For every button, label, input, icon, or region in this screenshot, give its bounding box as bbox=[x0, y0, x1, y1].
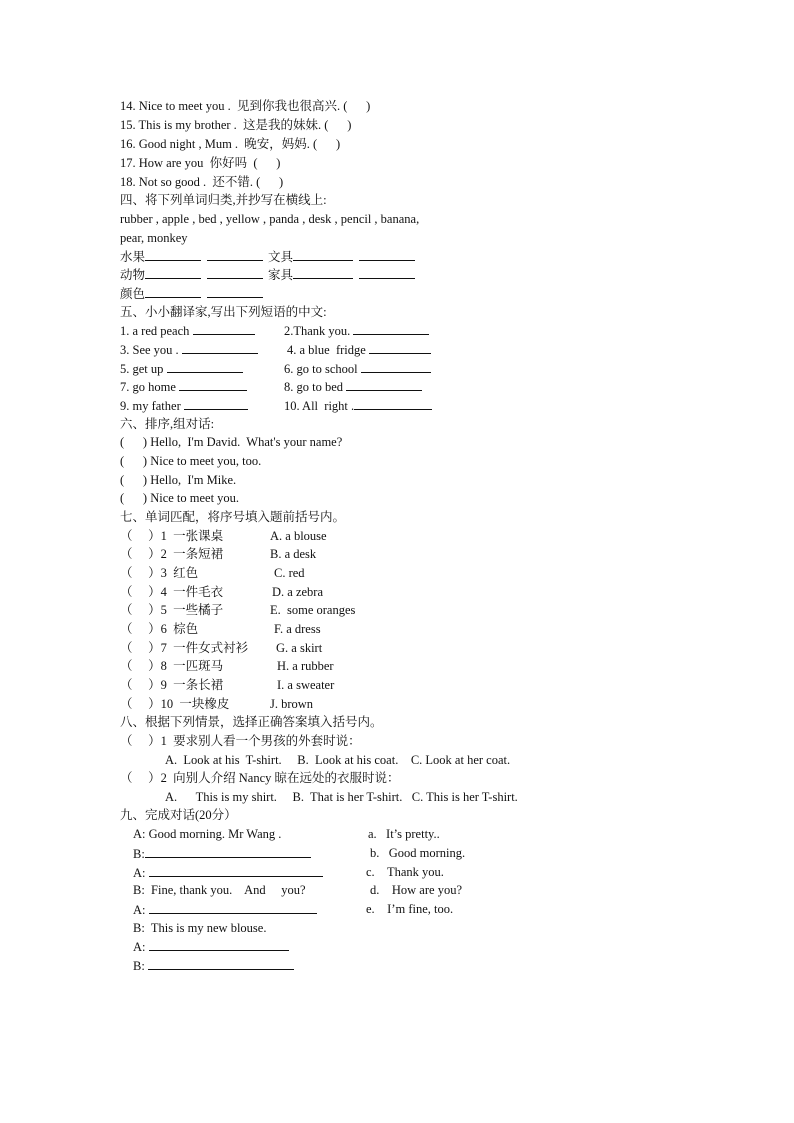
answer-blank[interactable] bbox=[145, 845, 311, 858]
q5-item bbox=[120, 397, 248, 414]
q4-row-fruit bbox=[120, 248, 263, 265]
q7-left: （ ）4 一件毛衣 bbox=[120, 585, 224, 599]
q4-row-animal bbox=[120, 266, 263, 283]
answer-blank[interactable] bbox=[148, 957, 294, 970]
answer-blank[interactable] bbox=[293, 248, 353, 261]
q9-option: c. Thank you. bbox=[366, 865, 444, 879]
q9-dialog-line bbox=[133, 845, 311, 862]
q7-left: （ ）6 棕色 bbox=[120, 622, 199, 636]
q7-right: J. brown bbox=[270, 697, 314, 711]
q7-right: D. a zebra bbox=[272, 585, 324, 599]
q5-item bbox=[120, 322, 255, 339]
q7-left: （ ）8 一匹斑马 bbox=[120, 659, 224, 673]
q9-speaker: A: bbox=[133, 940, 146, 954]
q9-title: 九、完成对话(20分） bbox=[120, 808, 237, 822]
q6-item: ( ) Hello, I'm David. What's your name? bbox=[120, 435, 343, 449]
q4-cat-fruit: 水果 bbox=[120, 250, 146, 264]
q5-phrase: 8. go to bed bbox=[284, 380, 344, 394]
q6-item: ( ) Nice to meet you. bbox=[120, 491, 240, 505]
answer-blank[interactable] bbox=[207, 285, 263, 298]
q4-words-line2: pear, monkey bbox=[120, 231, 188, 245]
q5-phrase: 3. See you . bbox=[120, 343, 179, 357]
answer-blank[interactable] bbox=[193, 322, 255, 335]
q5-item bbox=[120, 360, 243, 377]
q6-item: ( ) Nice to meet you, too. bbox=[120, 454, 262, 468]
q4-row-color bbox=[120, 285, 263, 302]
q9-dialog-line bbox=[133, 901, 317, 918]
q9-option: d. How are you? bbox=[370, 883, 462, 897]
answer-blank[interactable] bbox=[346, 378, 422, 391]
q5-item bbox=[287, 341, 431, 358]
q7-title: 七、单词匹配，将序号填入题前括号内。 bbox=[120, 510, 346, 524]
q3-item-18: 18. Not so good . 还不错. ( ) bbox=[120, 175, 284, 189]
answer-blank[interactable] bbox=[353, 322, 429, 335]
q5-item bbox=[120, 341, 258, 358]
q4-cat-color: 颜色 bbox=[120, 287, 146, 301]
q3-item-15: 15. This is my brother . 这是我的妹妹. ( ) bbox=[120, 118, 352, 132]
q4-cat-furniture: 家具 bbox=[268, 268, 294, 282]
answer-blank[interactable] bbox=[354, 397, 432, 410]
q9-option: e. I’m fine, too. bbox=[366, 902, 454, 916]
q4-row-stationery bbox=[268, 248, 415, 265]
q3-item-14: 14. Nice to meet you . 见到你我也很高兴. ( ) bbox=[120, 99, 371, 113]
q4-row-furniture bbox=[268, 266, 415, 283]
q9-option: a. It’s pretty.. bbox=[368, 827, 440, 841]
q7-left: （ ）2 一条短裙 bbox=[120, 547, 224, 561]
answer-blank[interactable] bbox=[149, 864, 323, 877]
answer-blank[interactable] bbox=[179, 378, 247, 391]
q4-cat-animal: 动物 bbox=[120, 268, 146, 282]
q5-item bbox=[284, 397, 432, 414]
answer-blank[interactable] bbox=[207, 248, 263, 261]
q4-cat-stationery: 文具 bbox=[268, 250, 294, 264]
q7-right: E. some oranges bbox=[270, 603, 356, 617]
q5-phrase: 9. my father bbox=[120, 399, 181, 413]
answer-blank[interactable] bbox=[359, 266, 415, 279]
q8-question-2: （ ）2 向别人介绍 Nancy 晾在远处的衣服时说： bbox=[120, 771, 400, 785]
q8-title: 八、根据下列情景，选择正确答案填入括号内。 bbox=[120, 715, 383, 729]
q5-item bbox=[284, 360, 431, 377]
q5-phrase: 2.Thank you. bbox=[284, 324, 351, 338]
q3-item-17: 17. How are you 你好吗 ( ) bbox=[120, 156, 281, 170]
q8-options-2: A. This is my shirt. B. That is her T-shirt. C. This is her T-shirt. bbox=[165, 790, 518, 804]
answer-blank[interactable] bbox=[149, 938, 289, 951]
q5-item bbox=[284, 378, 422, 395]
q7-left: （ ）9 一条长裙 bbox=[120, 678, 224, 692]
q7-left: （ ）3 红色 bbox=[120, 566, 199, 580]
q9-dialog-line bbox=[133, 864, 323, 881]
answer-blank[interactable] bbox=[207, 266, 263, 279]
q7-left: （ ）5 一些橘子 bbox=[120, 603, 224, 617]
q9-dialog-line: B: This is my new blouse. bbox=[133, 921, 267, 935]
answer-blank[interactable] bbox=[293, 266, 353, 279]
q9-dialog-line: B: Fine, thank you. And you? bbox=[133, 883, 306, 897]
q4-title: 四、将下列单词归类,并抄写在横线上: bbox=[120, 193, 327, 207]
answer-blank[interactable] bbox=[145, 248, 201, 261]
q9-dialog-line bbox=[133, 957, 294, 974]
q5-phrase: 5. get up bbox=[120, 362, 164, 376]
q7-right: C. red bbox=[274, 566, 305, 580]
q7-right: I. a sweater bbox=[277, 678, 335, 692]
q7-right: H. a rubber bbox=[277, 659, 334, 673]
q9-dialog-line: A: Good morning. Mr Wang . bbox=[133, 827, 282, 841]
q7-left: （ ）10 一块橡皮 bbox=[120, 697, 230, 711]
q5-phrase: 7. go home bbox=[120, 380, 176, 394]
q7-left: （ ）7 一件女式衬衫 bbox=[120, 641, 249, 655]
q9-speaker: B: bbox=[133, 959, 145, 973]
q9-option: b. Good morning. bbox=[370, 846, 466, 860]
q9-speaker: A: bbox=[133, 903, 146, 917]
q5-item bbox=[284, 322, 429, 339]
q7-right: A. a blouse bbox=[270, 529, 327, 543]
q7-right: G. a skirt bbox=[276, 641, 323, 655]
q5-phrase: 4. a blue fridge bbox=[287, 343, 366, 357]
answer-blank[interactable] bbox=[361, 360, 431, 373]
q9-speaker: A: bbox=[133, 866, 146, 880]
answer-blank[interactable] bbox=[359, 248, 415, 261]
answer-blank[interactable] bbox=[182, 341, 258, 354]
q9-speaker: B: bbox=[133, 847, 145, 861]
q3-item-16: 16. Good night , Mum . 晚安，妈妈. ( ) bbox=[120, 137, 341, 151]
q5-phrase: 6. go to school bbox=[284, 362, 358, 376]
q6-title: 六、排序,组对话: bbox=[120, 417, 215, 431]
q7-right: B. a desk bbox=[270, 547, 317, 561]
q8-question-1: （ ）1 要求别人看一个男孩的外套时说： bbox=[120, 734, 361, 748]
q5-item bbox=[120, 378, 247, 395]
answer-blank[interactable] bbox=[167, 360, 243, 373]
answer-blank[interactable] bbox=[369, 341, 431, 354]
q9-dialog-line bbox=[133, 938, 289, 955]
q7-left: （ ）1 一张课桌 bbox=[120, 529, 224, 543]
q5-title: 五、小小翻译家,写出下列短语的中文: bbox=[120, 305, 327, 319]
answer-blank[interactable] bbox=[145, 285, 201, 298]
q5-phrase: 10. All right . bbox=[284, 399, 355, 413]
answer-blank[interactable] bbox=[149, 901, 317, 914]
answer-blank[interactable] bbox=[184, 397, 248, 410]
q5-phrase: 1. a red peach bbox=[120, 324, 190, 338]
q7-right: F. a dress bbox=[274, 622, 321, 636]
q6-item: ( ) Hello, I'm Mike. bbox=[120, 473, 237, 487]
q8-options-1: A. Look at his T-shirt. B. Look at his coat. C. Look at her coat. bbox=[165, 753, 511, 767]
answer-blank[interactable] bbox=[145, 266, 201, 279]
q4-words-line1: rubber , apple , bed , yellow , panda , desk , pencil , banana, bbox=[120, 212, 420, 226]
